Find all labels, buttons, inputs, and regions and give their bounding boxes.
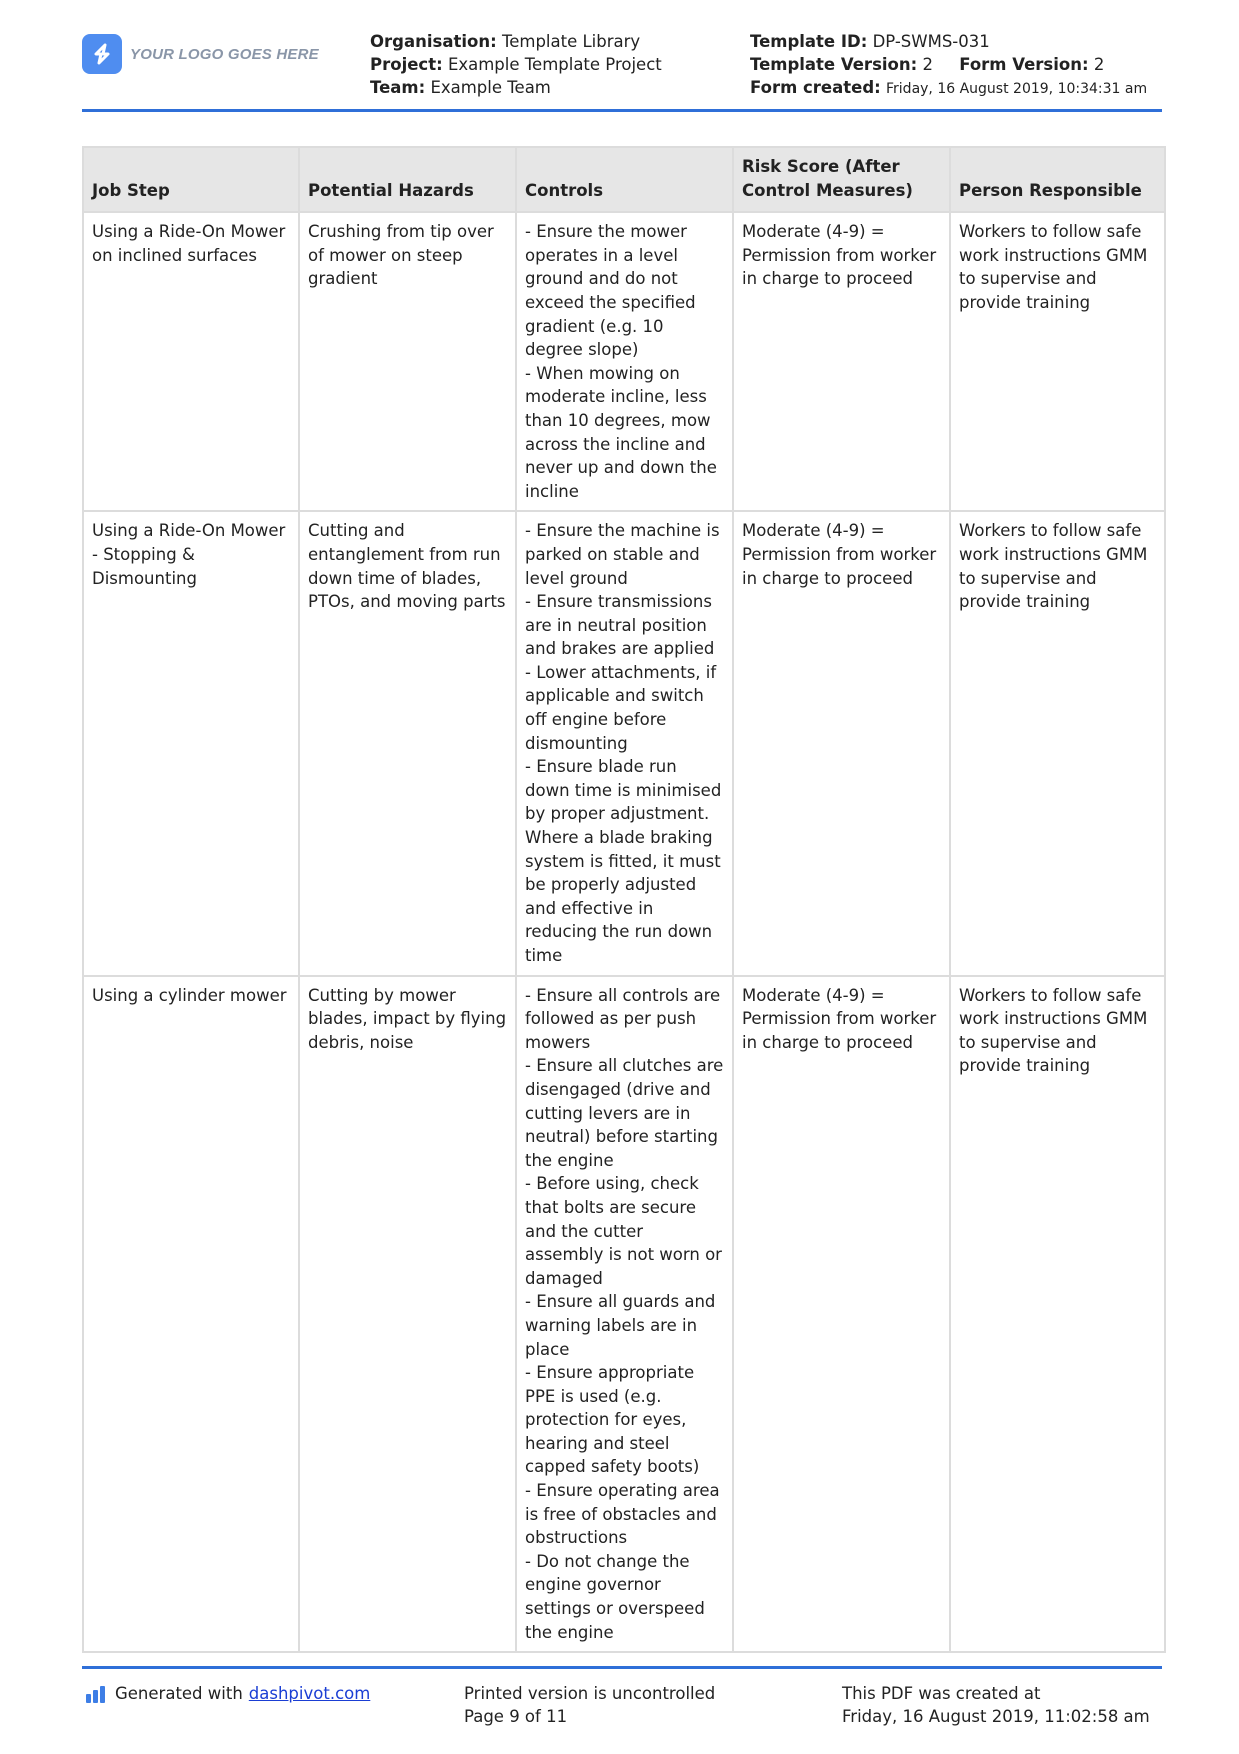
table-header-row — [83, 147, 1165, 212]
uncontrolled-note: Printed version is uncontrolled — [464, 1684, 716, 1703]
version-line: Template Version: 2 Form Version: 2 — [750, 55, 1105, 74]
controls-cell: - Ensure the mower operates in a level ground and do not exceed the specified gradient (e.g. 10 degree slope) - When mowing on moderate incline, less than 10 degrees, mow across the incline and never up and down the incline — [516, 212, 733, 511]
logo-icon — [82, 34, 122, 74]
organisation-line: Organisation: Template Library — [370, 32, 641, 51]
risk-cell: Moderate (4-9) = Permission from worker in charge to proceed — [733, 511, 950, 975]
project-line: Project: Example Template Project — [370, 55, 662, 74]
page-header — [82, 28, 1162, 112]
form-created-line: Form created: Friday, 16 August 2019, 10:34:31 am — [750, 78, 1148, 97]
responsible-cell: Workers to follow safe work instructions GMM to supervise and provide training — [950, 976, 1165, 1653]
page-number: Page 9 of 11 — [464, 1707, 568, 1726]
team-line: Team: Example Team — [370, 78, 551, 97]
header-risk-score: Risk Score (After Control Measures) — [733, 147, 950, 212]
hazards-cell: Cutting and entanglement from run down time of blades, PTOs, and moving parts — [299, 511, 516, 975]
job-step-cell: Using a Ride-On Mower - Stopping & Dismounting — [83, 511, 299, 975]
risk-cell: Moderate (4-9) = Permission from worker in charge to proceed — [733, 976, 950, 1653]
job-step-cell: Using a Ride-On Mower on inclined surfaces — [83, 212, 299, 511]
pdf-created-info: This PDF was created at Friday, 16 August 2019, 11:02:58 am — [842, 1684, 1150, 1726]
table-row — [83, 976, 1165, 1653]
header-potential-hazards: Potential Hazards — [299, 147, 516, 212]
bar-chart-icon — [86, 1685, 107, 1703]
project-meta — [370, 30, 662, 99]
table-row — [83, 212, 1165, 511]
responsible-cell: Workers to follow safe work instructions GMM to supervise and provide training — [950, 212, 1165, 511]
risk-cell: Moderate (4-9) = Permission from worker in charge to proceed — [733, 212, 950, 511]
header-controls: Controls — [516, 147, 733, 212]
generated-with: Generated with dashpivot.com — [86, 1682, 370, 1705]
template-meta — [750, 30, 1147, 101]
controls-cell: - Ensure all controls are followed as per push mowers - Ensure all clutches are disengaged (drive and cutting levers are in neutral) before starting the engine - Before using, check that bolts are secure and the cutter assembly is not worn or damaged - Ensure all guards and warning labels are in place - Ensure appropriate PPE is used (e.g. protection for eyes, hearing and steel capped safety boots) - Ensure operating area is free of obstacles and obstructions - Do not change the engine governor settings or overspeed the engine — [516, 976, 733, 1653]
table-row — [83, 511, 1165, 975]
hazards-cell: Crushing from tip over of mower on steep gradient — [299, 212, 516, 511]
header-job-step: Job Step — [83, 147, 299, 212]
job-step-cell: Using a cylinder mower — [83, 976, 299, 1653]
swms-table — [82, 146, 1166, 1653]
template-id-line: Template ID: DP-SWMS-031 — [750, 32, 990, 51]
company-logo — [82, 34, 319, 74]
dashpivot-link[interactable]: dashpivot.com — [248, 1684, 371, 1703]
logo-text: YOUR LOGO GOES HERE — [130, 45, 319, 63]
page-info — [464, 1682, 715, 1728]
responsible-cell: Workers to follow safe work instructions GMM to supervise and provide training — [950, 511, 1165, 975]
controls-cell: - Ensure the machine is parked on stable and level ground - Ensure transmissions are in neutral position and brakes are applied - Lower attachments, if applicable and switch off engine before dismounting - Ensure blade run down time is minimised by proper adjustment. Where a blade braking system is fitted, it must be properly adjusted and effective in reducing the run down time — [516, 511, 733, 975]
header-person-responsible: Person Responsible — [950, 147, 1165, 212]
pdf-created-date: Friday, 16 August 2019, 11:02:58 am — [842, 1707, 1150, 1726]
footer-divider — [82, 1666, 1162, 1669]
header-divider — [82, 109, 1162, 112]
hazards-cell: Cutting by mower blades, impact by flying debris, noise — [299, 976, 516, 1653]
